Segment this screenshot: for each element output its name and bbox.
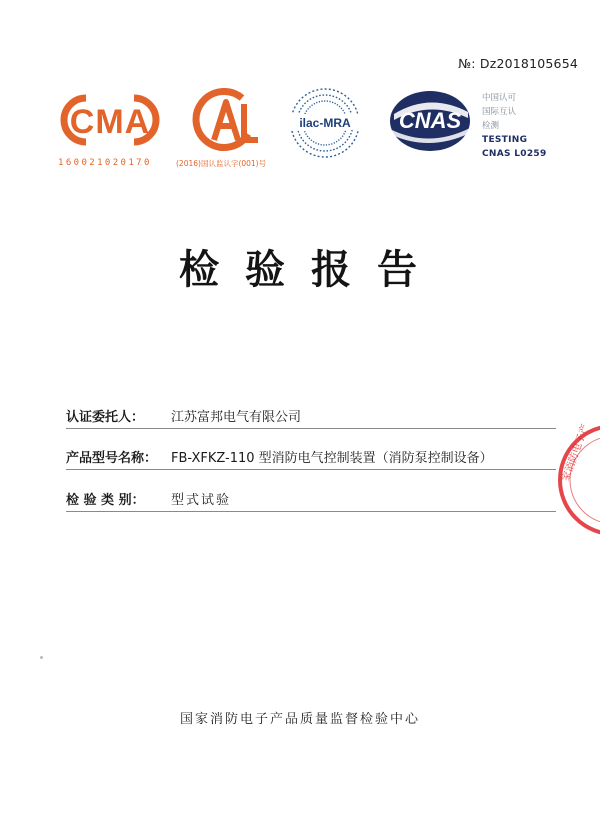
cnas-logo-text: CNAS	[398, 108, 462, 133]
cnas-en-line2: CNAS L0259	[482, 149, 547, 159]
cnas-logo	[384, 88, 476, 154]
product-value: FB-XFKZ-110 型消防电气控制装置（消防泵控制设备）	[171, 451, 493, 466]
test-type-label: 检 验 类 别：	[66, 493, 145, 508]
cma-logo	[58, 92, 162, 148]
cnas-cn-line3: 检测	[482, 121, 500, 131]
product-field	[66, 447, 556, 470]
client-value: 江苏富邦电气有限公司	[171, 410, 302, 425]
page-title: 检验报告	[179, 247, 443, 293]
client-field	[66, 406, 556, 429]
cnas-en-line1: TESTING	[482, 135, 528, 145]
cnas-cn-line2: 国际互认	[482, 107, 517, 117]
scan-speck	[40, 656, 43, 659]
ilac-logo-text: ilac-MRA	[299, 116, 351, 130]
issuing-organization: 国家消防电子产品质量监督检验中心	[179, 712, 420, 727]
report-number: №: Dz2018105654	[458, 56, 578, 71]
cal-code: (2016)国认监认字(001)号	[176, 159, 267, 168]
cal-logo-text: CAL	[188, 88, 190, 89]
cnas-cn-line1: 中国认可	[482, 93, 517, 103]
test-type-value: 型式试验	[171, 493, 232, 508]
cal-logo	[188, 88, 266, 152]
client-label: 认证委托人：	[66, 410, 145, 425]
seal-text: 家消防电子产	[560, 422, 592, 484]
cma-logo-text: CMA	[69, 103, 151, 141]
ilac-mra-logo	[288, 86, 362, 160]
official-seal	[552, 420, 600, 540]
cma-code: 160021020170	[58, 158, 152, 168]
product-label: 产品型号名称：	[66, 451, 158, 466]
test-type-field	[66, 489, 556, 512]
cnas-accreditation-text	[482, 91, 547, 161]
